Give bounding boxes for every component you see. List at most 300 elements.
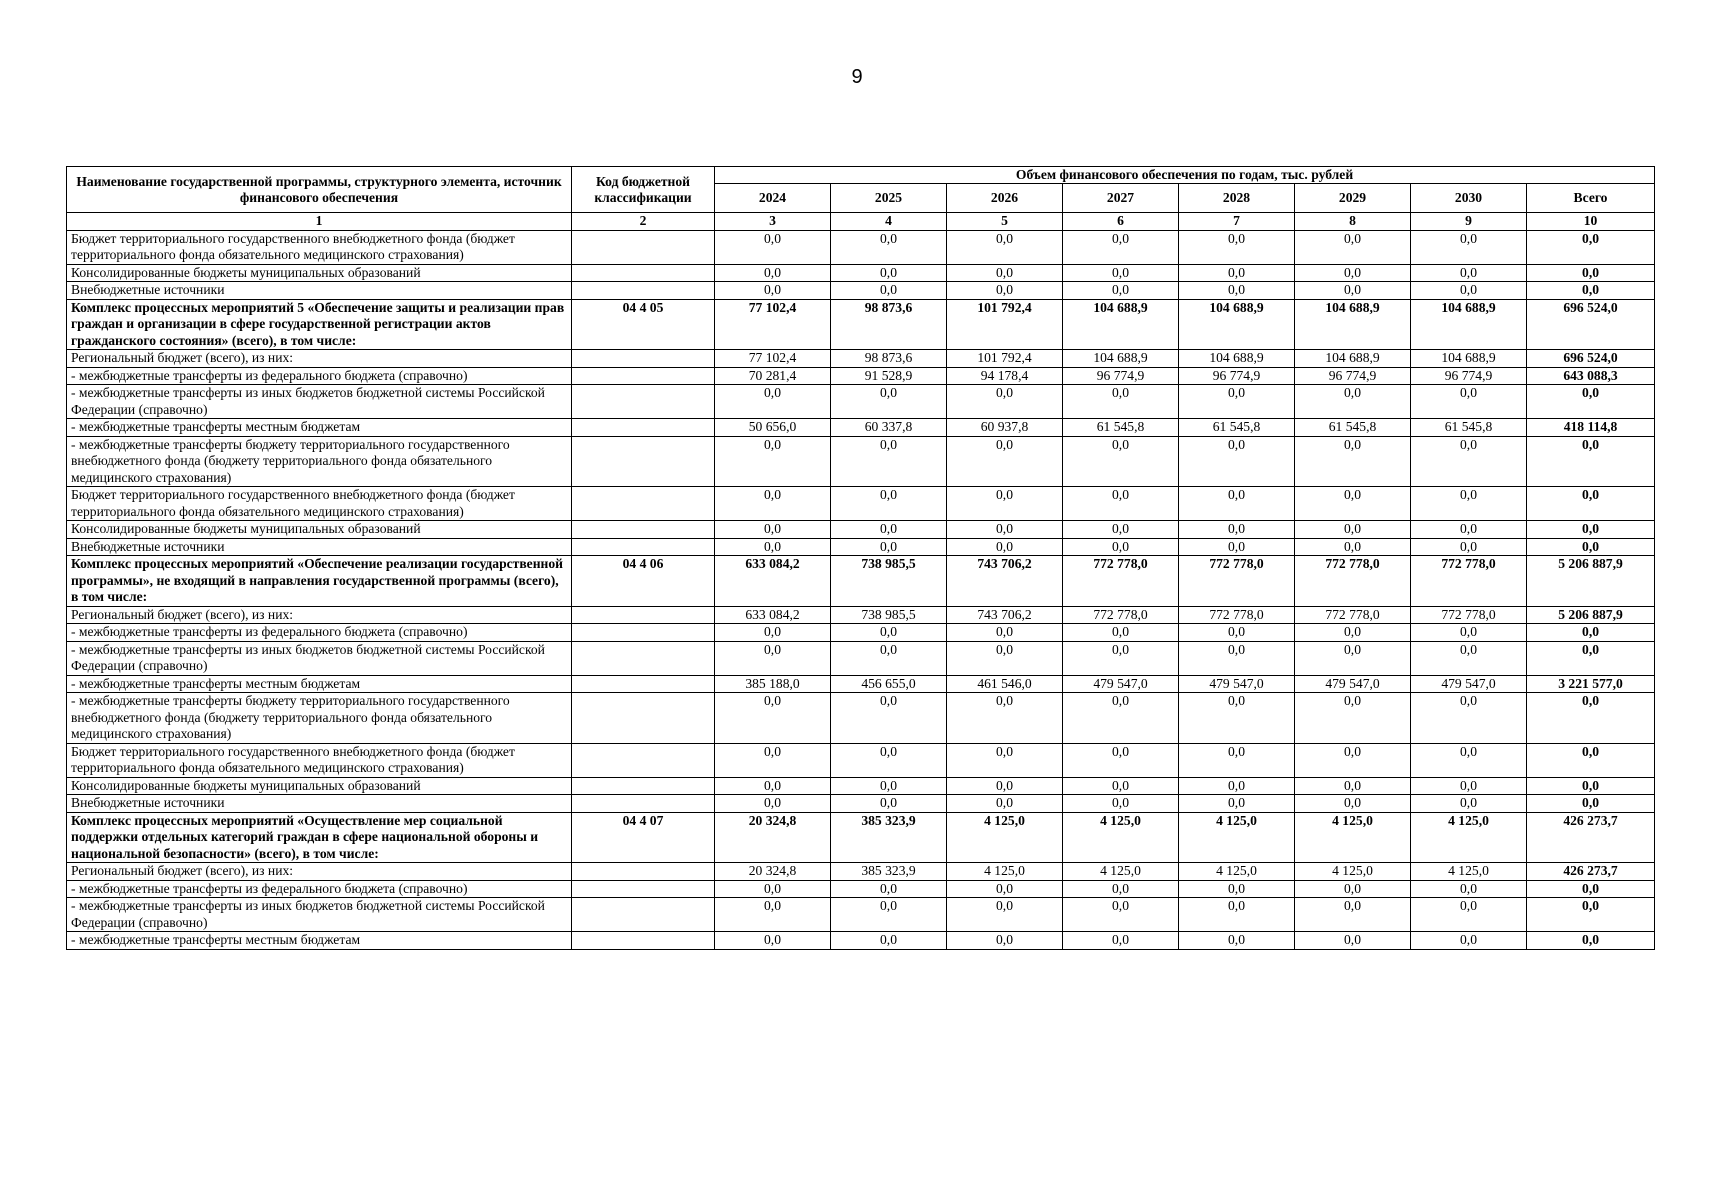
row-value: 0,0 — [1179, 693, 1295, 744]
row-value: 0,0 — [947, 385, 1063, 419]
table-row — [67, 538, 1655, 556]
finance-table — [66, 166, 1655, 950]
header-year-8: Всего — [1527, 184, 1655, 213]
row-value: 0,0 — [1411, 487, 1527, 521]
row-code — [572, 230, 715, 264]
row-value: 0,0 — [1411, 624, 1527, 642]
row-value: 772 778,0 — [1295, 606, 1411, 624]
table-row — [67, 264, 1655, 282]
row-total: 0,0 — [1527, 538, 1655, 556]
row-value: 0,0 — [1295, 641, 1411, 675]
header-year-2: 2025 — [831, 184, 947, 213]
row-value: 0,0 — [831, 487, 947, 521]
row-total: 5 206 887,9 — [1527, 606, 1655, 624]
row-total: 696 524,0 — [1527, 299, 1655, 350]
row-value: 20 324,8 — [715, 863, 831, 881]
header-year-1: 2024 — [715, 184, 831, 213]
table-row — [67, 487, 1655, 521]
row-code — [572, 863, 715, 881]
row-value: 772 778,0 — [1063, 606, 1179, 624]
row-value: 0,0 — [1063, 521, 1179, 539]
row-value: 98 873,6 — [831, 299, 947, 350]
row-value: 104 688,9 — [1179, 299, 1295, 350]
row-code: 04 4 06 — [572, 556, 715, 607]
row-value: 0,0 — [1179, 385, 1295, 419]
row-name: Консолидированные бюджеты муниципальных образований — [67, 521, 572, 539]
table-body — [67, 230, 1655, 949]
row-value: 772 778,0 — [1063, 556, 1179, 607]
row-value: 0,0 — [1411, 264, 1527, 282]
row-value: 0,0 — [1063, 624, 1179, 642]
row-name: - межбюджетные трансферты местным бюджетам — [67, 419, 572, 437]
row-code — [572, 777, 715, 795]
row-value: 0,0 — [1295, 795, 1411, 813]
row-value: 0,0 — [1411, 880, 1527, 898]
row-value: 461 546,0 — [947, 675, 1063, 693]
row-value: 0,0 — [715, 282, 831, 300]
row-value: 0,0 — [831, 282, 947, 300]
row-value: 104 688,9 — [1063, 299, 1179, 350]
header-index-3: 3 — [715, 213, 831, 231]
row-value: 0,0 — [1411, 230, 1527, 264]
table-row — [67, 743, 1655, 777]
row-value: 0,0 — [1411, 521, 1527, 539]
row-value: 0,0 — [1295, 487, 1411, 521]
row-value: 0,0 — [1295, 624, 1411, 642]
row-value: 0,0 — [715, 230, 831, 264]
row-total: 426 273,7 — [1527, 812, 1655, 863]
header-index-10: 10 — [1527, 213, 1655, 231]
row-value: 0,0 — [831, 538, 947, 556]
table-row — [67, 419, 1655, 437]
row-value: 104 688,9 — [1411, 350, 1527, 368]
row-value: 0,0 — [947, 282, 1063, 300]
row-name: Бюджет территориального государственного внебюджетного фонда (бюджет территориального фонда обязательного медицинского страхования) — [67, 487, 572, 521]
header-year-7: 2030 — [1411, 184, 1527, 213]
row-total: 0,0 — [1527, 624, 1655, 642]
row-value: 4 125,0 — [1063, 812, 1179, 863]
row-value: 61 545,8 — [1063, 419, 1179, 437]
header-index-row — [67, 213, 1655, 231]
row-value: 0,0 — [947, 538, 1063, 556]
row-name: Комплекс процессных мероприятий «Осуществление мер социальной поддержки отдельных категорий граждан в сфере национальной обороны и национальной безопасности» (всего), в том числе: — [67, 812, 572, 863]
row-value: 96 774,9 — [1179, 367, 1295, 385]
row-value: 633 084,2 — [715, 556, 831, 607]
row-code — [572, 538, 715, 556]
row-name: Консолидированные бюджеты муниципальных образований — [67, 264, 572, 282]
row-value: 738 985,5 — [831, 606, 947, 624]
row-value: 0,0 — [1179, 777, 1295, 795]
row-value: 0,0 — [1411, 641, 1527, 675]
row-value: 4 125,0 — [1411, 863, 1527, 881]
row-code — [572, 606, 715, 624]
row-value: 61 545,8 — [1295, 419, 1411, 437]
row-total: 0,0 — [1527, 898, 1655, 932]
row-value: 0,0 — [831, 436, 947, 487]
row-value: 20 324,8 — [715, 812, 831, 863]
row-total: 3 221 577,0 — [1527, 675, 1655, 693]
row-total: 426 273,7 — [1527, 863, 1655, 881]
header-index-9: 9 — [1411, 213, 1527, 231]
row-value: 0,0 — [715, 436, 831, 487]
row-value: 0,0 — [1179, 880, 1295, 898]
row-name: Региональный бюджет (всего), из них: — [67, 350, 572, 368]
row-value: 0,0 — [1063, 230, 1179, 264]
row-value: 0,0 — [1179, 624, 1295, 642]
row-code: 04 4 05 — [572, 299, 715, 350]
row-value: 0,0 — [947, 777, 1063, 795]
row-value: 70 281,4 — [715, 367, 831, 385]
row-value: 0,0 — [715, 777, 831, 795]
row-value: 101 792,4 — [947, 350, 1063, 368]
row-value: 0,0 — [715, 538, 831, 556]
row-value: 0,0 — [1411, 282, 1527, 300]
row-value: 0,0 — [1063, 693, 1179, 744]
row-value: 0,0 — [1179, 898, 1295, 932]
row-code — [572, 264, 715, 282]
row-value: 0,0 — [831, 795, 947, 813]
row-code: 04 4 07 — [572, 812, 715, 863]
row-value: 104 688,9 — [1411, 299, 1527, 350]
row-value: 0,0 — [947, 521, 1063, 539]
row-value: 0,0 — [1295, 880, 1411, 898]
row-value: 61 545,8 — [1411, 419, 1527, 437]
row-total: 0,0 — [1527, 932, 1655, 950]
row-name: - межбюджетные трансферты из федерального бюджета (справочно) — [67, 624, 572, 642]
row-value: 4 125,0 — [1295, 863, 1411, 881]
row-value: 0,0 — [1063, 898, 1179, 932]
row-name: - межбюджетные трансферты из иных бюджетов бюджетной системы Российской Федерации (справочно) — [67, 898, 572, 932]
row-value: 0,0 — [715, 624, 831, 642]
header-index-4: 4 — [831, 213, 947, 231]
row-value: 91 528,9 — [831, 367, 947, 385]
row-code — [572, 282, 715, 300]
row-code — [572, 675, 715, 693]
row-value: 0,0 — [1295, 264, 1411, 282]
row-value: 77 102,4 — [715, 299, 831, 350]
row-code — [572, 624, 715, 642]
row-code — [572, 487, 715, 521]
row-value: 0,0 — [831, 641, 947, 675]
row-value: 0,0 — [831, 777, 947, 795]
row-value: 0,0 — [831, 743, 947, 777]
row-value: 0,0 — [1063, 385, 1179, 419]
row-value: 104 688,9 — [1295, 299, 1411, 350]
row-value: 0,0 — [1295, 230, 1411, 264]
header-row-top — [67, 167, 1655, 184]
row-name: Комплекс процессных мероприятий 5 «Обеспечение защиты и реализации прав граждан и организации в сфере государственной регистрации актов гражданского состояния» (всего), в том числе: — [67, 299, 572, 350]
row-value: 77 102,4 — [715, 350, 831, 368]
table-row — [67, 367, 1655, 385]
row-total: 0,0 — [1527, 777, 1655, 795]
row-name: Бюджет территориального государственного внебюджетного фонда (бюджет территориального фонда обязательного медицинского страхования) — [67, 230, 572, 264]
row-value: 0,0 — [947, 898, 1063, 932]
row-value: 0,0 — [1179, 538, 1295, 556]
row-value: 0,0 — [715, 795, 831, 813]
row-value: 0,0 — [1063, 436, 1179, 487]
row-value: 772 778,0 — [1411, 606, 1527, 624]
row-value: 0,0 — [1179, 282, 1295, 300]
row-total: 643 088,3 — [1527, 367, 1655, 385]
table-row — [67, 282, 1655, 300]
row-value: 385 323,9 — [831, 812, 947, 863]
header-index-5: 5 — [947, 213, 1063, 231]
row-value: 0,0 — [715, 385, 831, 419]
row-value: 385 188,0 — [715, 675, 831, 693]
table-row — [67, 880, 1655, 898]
table-row — [67, 624, 1655, 642]
row-code — [572, 521, 715, 539]
row-value: 0,0 — [1179, 795, 1295, 813]
row-value: 0,0 — [1295, 693, 1411, 744]
row-value: 0,0 — [947, 693, 1063, 744]
table-row — [67, 556, 1655, 607]
row-value: 0,0 — [831, 385, 947, 419]
row-value: 0,0 — [1295, 777, 1411, 795]
row-value: 0,0 — [1063, 880, 1179, 898]
row-value: 4 125,0 — [947, 812, 1063, 863]
row-name: - межбюджетные трансферты местным бюджетам — [67, 932, 572, 950]
row-value: 0,0 — [1179, 230, 1295, 264]
row-value: 0,0 — [947, 487, 1063, 521]
row-value: 0,0 — [947, 932, 1063, 950]
row-value: 0,0 — [1411, 693, 1527, 744]
row-total: 0,0 — [1527, 795, 1655, 813]
row-value: 772 778,0 — [1179, 556, 1295, 607]
row-value: 0,0 — [1179, 487, 1295, 521]
row-value: 0,0 — [715, 880, 831, 898]
row-value: 0,0 — [1179, 743, 1295, 777]
row-value: 0,0 — [1295, 385, 1411, 419]
row-total: 0,0 — [1527, 880, 1655, 898]
row-value: 0,0 — [1179, 521, 1295, 539]
table-row — [67, 606, 1655, 624]
row-value: 104 688,9 — [1063, 350, 1179, 368]
row-code — [572, 693, 715, 744]
row-name: Бюджет территориального государственного внебюджетного фонда (бюджет территориального фонда обязательного медицинского страхования) — [67, 743, 572, 777]
row-code — [572, 641, 715, 675]
row-value: 96 774,9 — [1295, 367, 1411, 385]
row-value: 60 937,8 — [947, 419, 1063, 437]
row-name: - межбюджетные трансферты бюджету территориального государственного внебюджетного фонда (бюджету территориального фонда обязательного медицинского страхования) — [67, 436, 572, 487]
header-index-8: 8 — [1295, 213, 1411, 231]
row-name: Комплекс процессных мероприятий «Обеспечение реализации государственной программы», не входящий в направления государственной программы (всего), в том числе: — [67, 556, 572, 607]
row-value: 0,0 — [715, 641, 831, 675]
row-value: 4 125,0 — [1411, 812, 1527, 863]
row-value: 104 688,9 — [1295, 350, 1411, 368]
row-value: 0,0 — [1411, 795, 1527, 813]
table-row — [67, 863, 1655, 881]
row-name: Внебюджетные источники — [67, 282, 572, 300]
table-row — [67, 898, 1655, 932]
row-value: 0,0 — [947, 743, 1063, 777]
row-code — [572, 795, 715, 813]
row-name: Консолидированные бюджеты муниципальных образований — [67, 777, 572, 795]
row-value: 0,0 — [831, 932, 947, 950]
row-total: 0,0 — [1527, 385, 1655, 419]
table-row — [67, 521, 1655, 539]
row-name: Внебюджетные источники — [67, 538, 572, 556]
table-row — [67, 675, 1655, 693]
row-value: 0,0 — [1063, 795, 1179, 813]
row-value: 0,0 — [715, 932, 831, 950]
row-total: 696 524,0 — [1527, 350, 1655, 368]
row-value: 0,0 — [1411, 898, 1527, 932]
row-value: 0,0 — [831, 230, 947, 264]
row-total: 0,0 — [1527, 436, 1655, 487]
row-value: 385 323,9 — [831, 863, 947, 881]
row-value: 94 178,4 — [947, 367, 1063, 385]
row-value: 4 125,0 — [1179, 863, 1295, 881]
row-value: 633 084,2 — [715, 606, 831, 624]
row-value: 0,0 — [1179, 641, 1295, 675]
row-code — [572, 367, 715, 385]
row-name: - межбюджетные трансферты из федерального бюджета (справочно) — [67, 880, 572, 898]
row-value: 0,0 — [715, 264, 831, 282]
row-value: 0,0 — [1295, 538, 1411, 556]
row-value: 0,0 — [831, 264, 947, 282]
row-value: 0,0 — [947, 880, 1063, 898]
row-value: 0,0 — [715, 521, 831, 539]
row-value: 0,0 — [1179, 932, 1295, 950]
row-code — [572, 743, 715, 777]
header-volume-column: Объем финансового обеспечения по годам, тыс. рублей — [715, 167, 1655, 184]
row-total: 0,0 — [1527, 521, 1655, 539]
row-value: 738 985,5 — [831, 556, 947, 607]
row-value: 0,0 — [1295, 743, 1411, 777]
table-row — [67, 812, 1655, 863]
header-year-3: 2026 — [947, 184, 1063, 213]
row-value: 0,0 — [1411, 385, 1527, 419]
row-code — [572, 898, 715, 932]
table-row — [67, 641, 1655, 675]
row-name: Внебюджетные источники — [67, 795, 572, 813]
row-name: - межбюджетные трансферты местным бюджетам — [67, 675, 572, 693]
row-value: 50 656,0 — [715, 419, 831, 437]
row-value: 0,0 — [1295, 282, 1411, 300]
row-value: 96 774,9 — [1063, 367, 1179, 385]
row-value: 0,0 — [1179, 436, 1295, 487]
table-row — [67, 350, 1655, 368]
row-value: 0,0 — [1063, 282, 1179, 300]
row-value: 0,0 — [947, 436, 1063, 487]
table-row — [67, 385, 1655, 419]
row-total: 0,0 — [1527, 693, 1655, 744]
row-name: - межбюджетные трансферты из иных бюджетов бюджетной системы Российской Федерации (справочно) — [67, 385, 572, 419]
row-value: 0,0 — [831, 880, 947, 898]
row-total: 0,0 — [1527, 743, 1655, 777]
row-value: 0,0 — [831, 693, 947, 744]
row-value: 772 778,0 — [1411, 556, 1527, 607]
row-value: 0,0 — [1411, 436, 1527, 487]
row-value: 61 545,8 — [1179, 419, 1295, 437]
row-value: 101 792,4 — [947, 299, 1063, 350]
row-value: 0,0 — [1063, 487, 1179, 521]
row-value: 0,0 — [1411, 932, 1527, 950]
table-row — [67, 436, 1655, 487]
row-value: 0,0 — [1063, 264, 1179, 282]
row-total: 0,0 — [1527, 230, 1655, 264]
row-value: 743 706,2 — [947, 606, 1063, 624]
table-row — [67, 693, 1655, 744]
header-index-1: 1 — [67, 213, 572, 231]
row-value: 0,0 — [1063, 538, 1179, 556]
row-name: Региональный бюджет (всего), из них: — [67, 863, 572, 881]
row-code — [572, 350, 715, 368]
row-code — [572, 880, 715, 898]
row-value: 0,0 — [1063, 932, 1179, 950]
row-name: Региональный бюджет (всего), из них: — [67, 606, 572, 624]
row-value: 98 873,6 — [831, 350, 947, 368]
row-value: 479 547,0 — [1295, 675, 1411, 693]
row-value: 0,0 — [947, 795, 1063, 813]
row-value: 0,0 — [1411, 777, 1527, 795]
header-year-4: 2027 — [1063, 184, 1179, 213]
row-value: 0,0 — [1295, 932, 1411, 950]
row-value: 4 125,0 — [1295, 812, 1411, 863]
row-total: 0,0 — [1527, 264, 1655, 282]
header-code-column: Код бюджетной классификации — [572, 167, 715, 213]
row-name: - межбюджетные трансферты из иных бюджетов бюджетной системы Российской Федерации (справочно) — [67, 641, 572, 675]
row-value: 104 688,9 — [1179, 350, 1295, 368]
header-name-column: Наименование государственной программы, структурного элемента, источник финансового обеспечения — [67, 167, 572, 213]
row-value: 4 125,0 — [1063, 863, 1179, 881]
table-row — [67, 932, 1655, 950]
page-number: 9 — [851, 66, 863, 88]
table-row — [67, 795, 1655, 813]
row-value: 60 337,8 — [831, 419, 947, 437]
row-code — [572, 932, 715, 950]
row-value: 479 547,0 — [1063, 675, 1179, 693]
row-value: 772 778,0 — [1295, 556, 1411, 607]
row-value: 0,0 — [1179, 264, 1295, 282]
row-value: 0,0 — [715, 487, 831, 521]
row-value: 0,0 — [1295, 436, 1411, 487]
row-value: 96 774,9 — [1411, 367, 1527, 385]
row-total: 0,0 — [1527, 282, 1655, 300]
row-value: 0,0 — [947, 641, 1063, 675]
row-total: 418 114,8 — [1527, 419, 1655, 437]
table-row — [67, 299, 1655, 350]
row-value: 743 706,2 — [947, 556, 1063, 607]
row-value: 0,0 — [1063, 777, 1179, 795]
row-value: 0,0 — [831, 624, 947, 642]
row-value: 0,0 — [715, 693, 831, 744]
row-value: 0,0 — [1411, 538, 1527, 556]
row-code — [572, 419, 715, 437]
row-value: 772 778,0 — [1179, 606, 1295, 624]
row-value: 0,0 — [1295, 898, 1411, 932]
row-name: - межбюджетные трансферты бюджету территориального государственного внебюджетного фонда (бюджету территориального фонда обязательного медицинского страхования) — [67, 693, 572, 744]
row-value: 479 547,0 — [1411, 675, 1527, 693]
row-name: - межбюджетные трансферты из федерального бюджета (справочно) — [67, 367, 572, 385]
row-total: 5 206 887,9 — [1527, 556, 1655, 607]
table-row — [67, 230, 1655, 264]
table-row — [67, 777, 1655, 795]
row-value: 0,0 — [715, 898, 831, 932]
row-code — [572, 436, 715, 487]
header-index-6: 6 — [1063, 213, 1179, 231]
row-value: 0,0 — [947, 624, 1063, 642]
header-index-2: 2 — [572, 213, 715, 231]
row-value: 0,0 — [1295, 521, 1411, 539]
row-total: 0,0 — [1527, 641, 1655, 675]
row-value: 0,0 — [1411, 743, 1527, 777]
row-value: 4 125,0 — [947, 863, 1063, 881]
row-value: 0,0 — [831, 898, 947, 932]
row-value: 0,0 — [947, 230, 1063, 264]
row-value: 0,0 — [831, 521, 947, 539]
